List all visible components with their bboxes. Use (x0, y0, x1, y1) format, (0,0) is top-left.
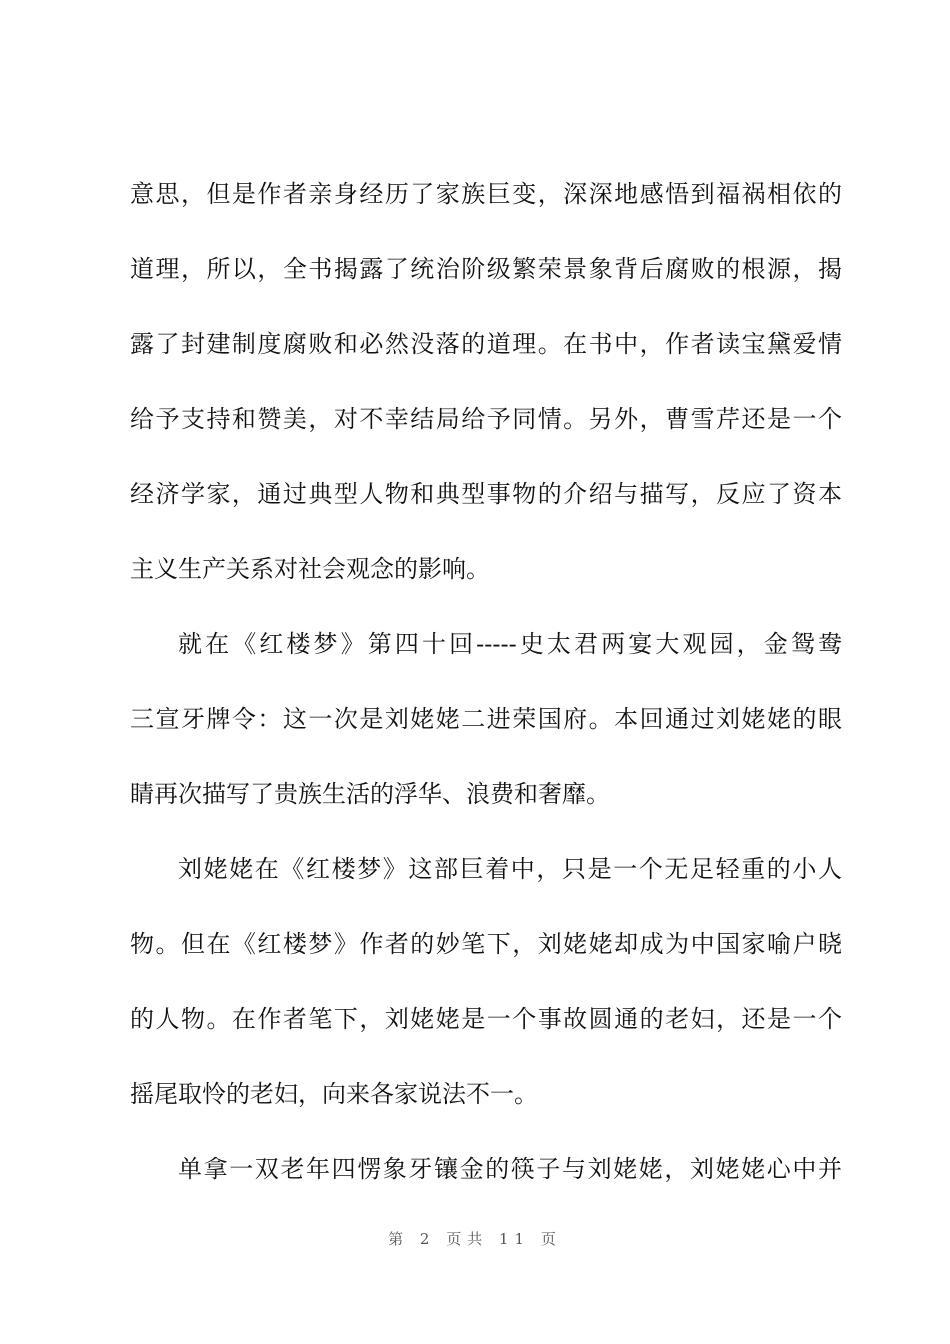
text-line: 的人物。在作者笔下，刘姥姥是一个事故圆通的老妇，还是一个 (130, 1005, 842, 1033)
text-line: 三宣牙牌令：这一次是刘姥姥二进荣国府。本回通过刘姥姥的眼 (130, 705, 842, 733)
text-line: 主义生产关系对社会观念的影响。 (130, 555, 490, 583)
paragraph-start-line: 单拿一双老年四愣象牙镶金的筷子与刘姥姥，刘姥姥心中并 (178, 1155, 842, 1183)
text-line: 给予支持和赞美，对不幸结局给予同情。另外，曹雪芹还是一个 (130, 405, 842, 433)
body-text (130, 168, 842, 1218)
text-line: 道理，所以，全书揭露了统治阶级繁荣景象背后腐败的根源，揭 (130, 255, 842, 283)
text-line: 意思，但是作者亲身经历了家族巨变，深深地感悟到福祸相依的 (130, 180, 842, 208)
text-line: 物。但在《红楼梦》作者的妙笔下，刘姥姥却成为中国家喻户晓 (130, 930, 842, 958)
text-line: 摇尾取怜的老妇，向来各家说法不一。 (130, 1080, 538, 1108)
paragraph-start-line: 刘姥姥在《红楼梦》这部巨着中，只是一个无足轻重的小人 (178, 855, 842, 883)
text-line: 露了封建制度腐败和必然没落的道理。在书中，作者读宝黛爱情 (130, 330, 842, 358)
page-number-footer: 第 2 页共 11 页 (388, 1230, 562, 1248)
text-line: 经济学家，通过典型人物和典型事物的介绍与描写，反应了资本 (130, 480, 842, 508)
text-line: 睛再次描写了贵族生活的浮华、浪费和奢靡。 (130, 780, 610, 808)
paragraph-start-line: 就在《红楼梦》第四十回-----史太君两宴大观园，金鸳鸯 (178, 630, 842, 658)
